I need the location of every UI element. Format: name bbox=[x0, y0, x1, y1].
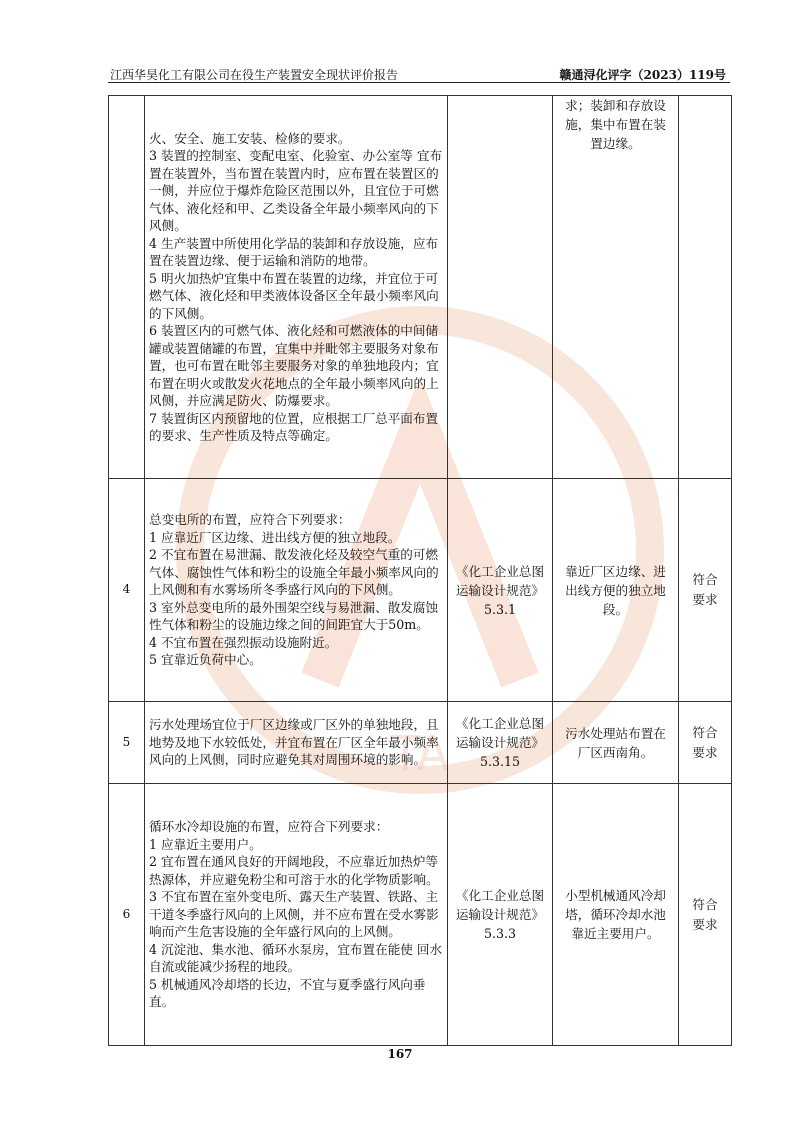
result-cell: 符合要求 bbox=[679, 479, 732, 702]
requirement-line: 7 装置街区内预留地的位置，应根据工厂总平面布置的要求、生产性质及特点等确定。 bbox=[149, 410, 439, 443]
page-number: 167 bbox=[387, 1047, 413, 1061]
table-row bbox=[109, 784, 732, 1046]
report-title: 江西华昊化工有限公司在役生产装置安全现状评价报告 bbox=[110, 68, 399, 82]
requirement-cell bbox=[145, 784, 448, 1046]
requirement-line: 5 宜靠近负荷中心。 bbox=[149, 652, 262, 668]
requirement-line: 4 不宜布置在强烈振动设施附近。 bbox=[149, 634, 338, 650]
row-index: 6 bbox=[109, 784, 145, 1046]
evaluation-table bbox=[108, 95, 732, 1046]
requirement-line: 5 明火加热炉宜集中布置在装置的边缘，并宜位于可燃气体、液化烃和甲类液体设备区全年最小频率风向的下风侧。 bbox=[149, 270, 439, 321]
page-header bbox=[108, 62, 730, 83]
requirement-line: 2 宜布置在通风良好的开阔地段，不应靠近加热炉等热源体，并应避免粉尘和可溶于水的化学物质影响。 bbox=[149, 854, 439, 887]
requirement-line: 4 沉淀池、集水池、循环水泵房，宜布置在能使 回水自流或能减少扬程的地段。 bbox=[149, 941, 443, 975]
actual-cell: 靠近厂区边缘、进出线方便的独立地段。 bbox=[553, 479, 679, 702]
requirement-line: 火、安全、施工安装、检修的要求。 bbox=[149, 130, 351, 146]
requirement-line: 污水处理场宜位于厂区边缘或厂区外的单独地段，且地势及地下水较低处，并宜布置在厂区全年最小频率风向的上风侧，同时应避免其对周围环境的影响。 bbox=[149, 717, 439, 768]
requirement-line: 4 生产装置中所使用化学品的装卸和存放设施，应布置在装置边缘、便于运输和消防的地带。 bbox=[149, 235, 439, 268]
requirement-line: 循环水冷却设施的布置，应符合下列要求： bbox=[149, 819, 389, 835]
row-index: 5 bbox=[109, 702, 145, 784]
basis-cell bbox=[448, 96, 553, 479]
report-number: 赣通浔化评字（2023）119号 bbox=[559, 68, 726, 82]
basis-cell: 《化工企业总图运输设计规范》5.3.15 bbox=[448, 702, 553, 784]
requirement-line: 总变电所的布置，应符合下列要求： bbox=[149, 512, 351, 528]
requirement-line: 1 应靠近主要用户。 bbox=[149, 836, 262, 852]
row-index bbox=[109, 96, 145, 479]
requirement-line: 5 机械通风冷却塔的长边，不宜与夏季盛行风向垂直。 bbox=[149, 976, 426, 1010]
requirement-cell bbox=[145, 702, 448, 784]
requirement-line: 1 应靠近厂区边缘、进出线方便的独立地段。 bbox=[149, 529, 401, 545]
table-row bbox=[109, 702, 732, 784]
requirement-line: 2 不宜布置在易泄漏、散发液化烃及较空气重的可燃气体、腐蚀性气体和粉尘的设施全年最小频率风向的上风侧和有水雾场所冬季盛行风向的下风侧。 bbox=[149, 547, 439, 598]
result-cell: 符合要求 bbox=[679, 784, 732, 1046]
requirement-line: 3 装置的控制室、变配电室、化验室、办公室等 宜布置在装置外，当布置在装置内时，应布置在装置区的一侧，并应位于爆炸危险区范围以外，且宜位于可燃气体、液化烃和甲、乙类设备全年最小频率风向的下风侧。 bbox=[149, 148, 443, 233]
requirement-line: 3 不宜布置在室外变电所、露天生产装置、铁路、主干道冬季盛行风向的上风侧，并不应布置在受水雾影响而产生危害设施的全年盛行风向的上风侧。 bbox=[149, 889, 439, 940]
requirement-cell bbox=[145, 96, 448, 479]
row-index: 4 bbox=[109, 479, 145, 702]
requirement-line: 3 室外总变电所的最外围架空线与易泄漏、散发腐蚀性气体和粉尘的设施边缘之间的间距宜大于50m。 bbox=[149, 599, 439, 633]
basis-cell: 《化工企业总图运输设计规范》5.3.1 bbox=[448, 479, 553, 702]
result-cell: 符合要求 bbox=[679, 702, 732, 784]
basis-cell: 《化工企业总图运输设计规范》5.3.3 bbox=[448, 784, 553, 1046]
actual-cell: 小型机械通风冷却塔，循环冷却水池靠近主要用户。 bbox=[553, 784, 679, 1046]
table-row bbox=[109, 479, 732, 702]
result-cell bbox=[679, 96, 732, 479]
requirement-cell bbox=[145, 479, 448, 702]
table-row bbox=[109, 96, 732, 479]
actual-cell: 求；装卸和存放设施，集中布置在装置边缘。 bbox=[553, 96, 679, 479]
watermark-letters: TA bbox=[390, 726, 450, 782]
actual-cell: 污水处理站布置在厂区西南角。 bbox=[553, 702, 679, 784]
requirement-line: 6 装置区内的可燃气体、液化烃和可燃液体的中间储罐或装置储罐的布置，宜集中并毗邻主要服务对象布置，也可布置在毗邻主要服务对象的单独地段内；宜布置在明火或散发火花地点的全年最小频率风向的上风侧，并应满足防火、防爆要求。 bbox=[149, 323, 439, 408]
